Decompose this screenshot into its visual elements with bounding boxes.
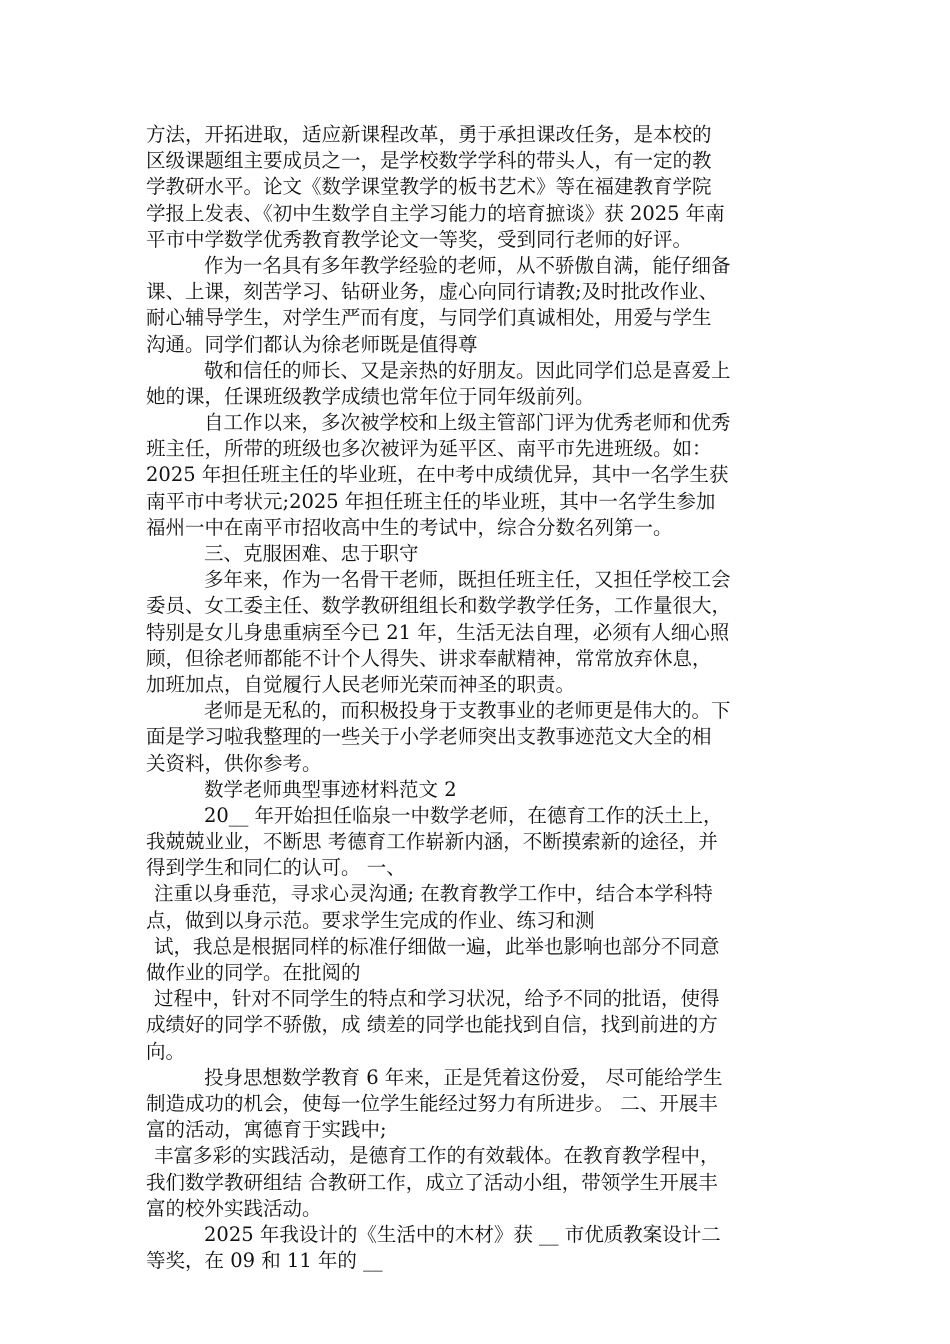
text-line: 2025 年我设计的《生活中的木材》获 __ 市优质教案设计二: [204, 1222, 721, 1246]
text-line: 学教研水平。论文《数学课堂教学的板书艺术》等在福建教育学院: [146, 175, 712, 199]
text-line: 富的活动，寓德育于实践中;: [146, 1118, 387, 1142]
text-line: 三、克服困难、忠于职守: [204, 542, 419, 565]
text-line: 班主任，所带的班级也多次被评为延平区、南平市先进班级。如：: [146, 437, 712, 461]
text-line: 老师是无私的，而积极投身于支教事业的老师更是伟大的。下: [204, 699, 731, 723]
text-line: 2025 年担任班主任的毕业班，在中考中成绩优异，其中一名学生获: [146, 463, 729, 487]
text-line: 注重以身垂范，寻求心灵沟通; 在教育教学工作中，结合本学科特: [154, 882, 713, 906]
text-line: 顾，但徐老师都能不计个人得失、讲求奉献精神，常常放弃休息，: [146, 646, 712, 670]
text-line: 得到学生和同仁的认可。 一、: [146, 856, 406, 880]
text-line: 面是学习啦我整理的一些关于小学老师突出支教事迹范文大全的相: [146, 725, 712, 749]
text-line: 沟通。同学们都认为徐老师既是值得尊: [146, 332, 478, 356]
text-line: 成绩好的同学不骄傲，成 绩差的同学也能找到自信，找到前进的方: [146, 1013, 718, 1037]
text-line: 平市中学数学优秀教育教学论文一等奖，受到同行老师的好评。: [146, 227, 693, 251]
text-line: 制造成功的机会，使每一位学生能经过努力有所进步。 二、开展丰: [146, 1091, 718, 1115]
document-body: [146, 122, 816, 1274]
text-line: 耐心辅导学生，对学生严而有度，与同学们真诚相处，用爱与学生: [146, 306, 712, 330]
text-line: 富的校外实践活动。: [146, 1196, 322, 1220]
text-line: 我兢兢业业，不断思 考德育工作崭新内涵，不断摸索新的途径，并: [146, 830, 718, 854]
text-line: 自工作以来，多次被学校和上级主管部门评为优秀老师和优秀: [204, 411, 731, 435]
text-line: 过程中，针对不同学生的特点和学习状况，给予不同的批语，使得: [154, 987, 720, 1011]
text-line: 方法，开拓进取，适应新课程改革，勇于承担课改任务，是本校的: [146, 123, 712, 146]
text-line: 作为一名具有多年教学经验的老师，从不骄傲自满，能仔细备: [204, 253, 731, 277]
text-line: 学报上发表、《初中生数学自主学习能力的培育摭谈》获 2025 年南: [146, 201, 725, 225]
text-line: 区级课题组主要成员之一，是学校数学学科的带头人，有一定的教: [146, 149, 712, 173]
text-line: 关资料，供你参考。: [146, 751, 322, 775]
text-line: 投身思想数学教育 6 年来，正是凭着这份爱， 尽可能给学生: [204, 1065, 723, 1089]
text-line: 20__ 年开始担任临泉一中数学老师，在德育工作的沃土上，: [204, 803, 723, 827]
text-line: 课、上课，刻苦学习、钻研业务，虚心向同行请教;及时批改作业、: [146, 280, 719, 304]
text-line: 多年来，作为一名骨干老师，既担任班主任，又担任学校工会: [204, 568, 731, 592]
text-line: 做作业的同学。在批阅的: [146, 961, 361, 984]
text-line: 福州一中在南平市招收高中生的考试中，综合分数名列第一。: [146, 515, 673, 539]
text-line: 南平市中考状元;2025 年担任班主任的毕业班，其中一名学生参加: [146, 489, 716, 513]
text-line: 点，做到以身示范。要求学生完成的作业、练习和测: [146, 908, 595, 932]
text-line: 试，我总是根据同样的标准仔细做一遍，此举也影响也部分不同意: [154, 934, 720, 958]
text-line: 我们数学教研组结 合教研工作，成立了活动小组，带领学生开展丰: [146, 1170, 718, 1194]
text-line: 丰富多彩的实践活动，是德育工作的有效载体。在教育教学程中，: [154, 1144, 720, 1168]
text-line: 等奖，在 09 和 11 年的 __: [146, 1249, 383, 1273]
text-line: 数学老师典型事迹材料范文 2: [204, 777, 457, 801]
text-line: 敬和信任的师长、又是亲热的好朋友。因此同学们总是喜爱上: [204, 358, 731, 382]
text-line: 特别是女儿身患重病至今已 21 年，生活无法自理，必须有人细心照: [146, 620, 730, 644]
text-line: 她的课，任课班级教学成绩也常年位于同年级前列。: [146, 384, 595, 408]
text-line: 加班加点，自觉履行人民老师光荣而神圣的职责。: [146, 672, 576, 696]
text-line: 向。: [146, 1039, 186, 1063]
text-line: 委员、女工委主任、数学教研组组长和数学教学任务，工作量很大，: [146, 594, 732, 618]
